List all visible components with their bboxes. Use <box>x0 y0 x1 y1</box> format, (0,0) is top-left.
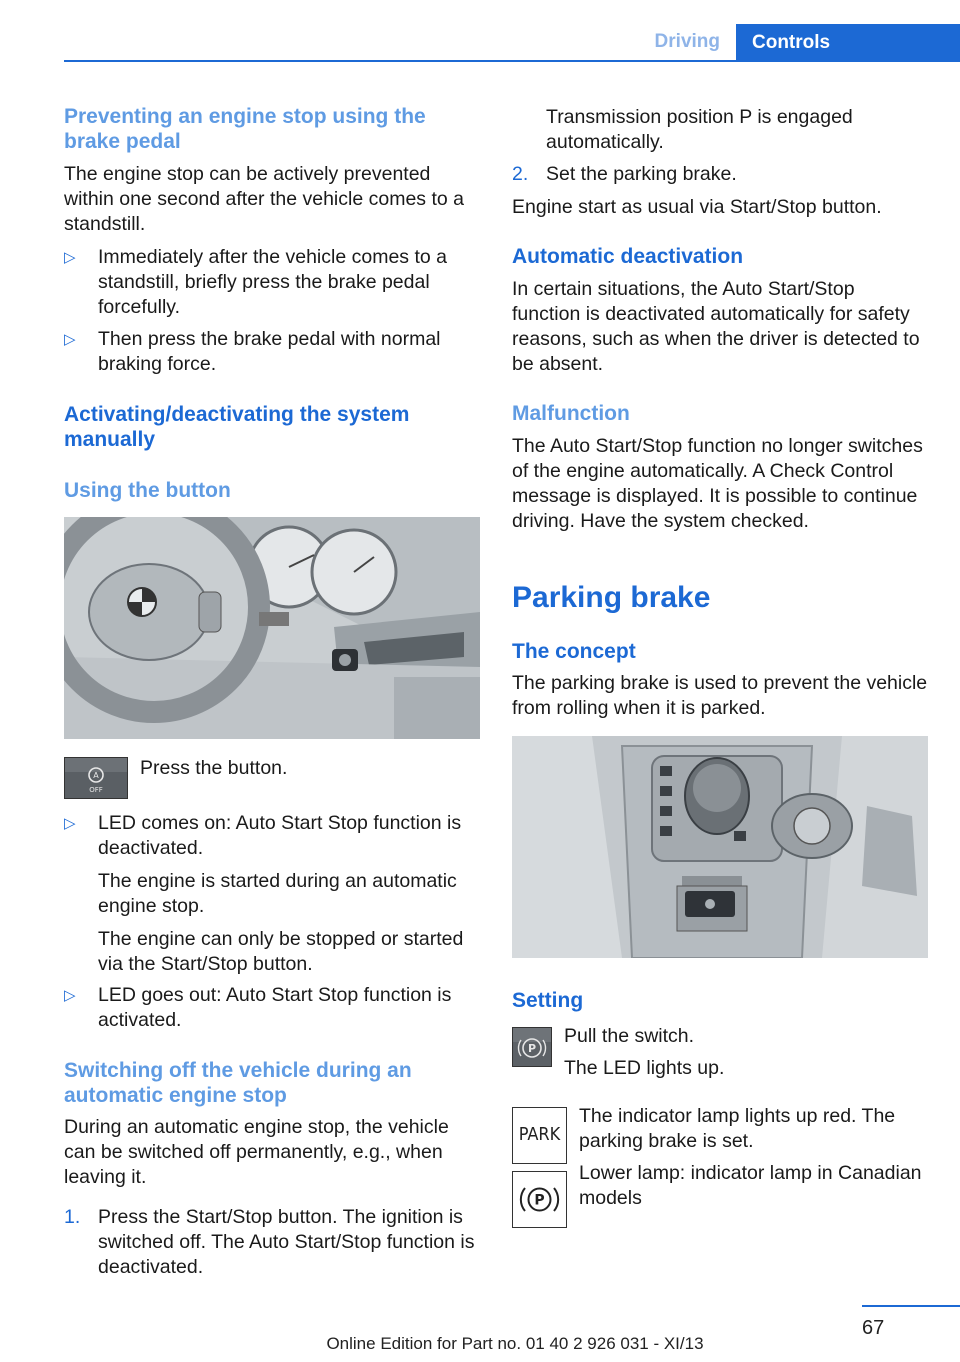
svg-text:A: A <box>93 771 99 780</box>
list-item <box>64 245 480 320</box>
heading-prevent-engine-stop: Preventing an engine stop using the brake pedal <box>64 105 426 153</box>
center-console-illustration <box>512 736 928 958</box>
console-drawing <box>512 736 928 958</box>
list-item-text: LED goes out: Auto Start Stop function is activated. <box>98 984 452 1031</box>
paragraph-concept: The parking brake is used to prevent the vehicle from rolling when it is parked. <box>512 672 928 719</box>
svg-text:P: P <box>534 1192 545 1209</box>
step-text: Press the Start/Stop button. The ignition is switched off. The Auto Start/Stop function is deactivated. <box>98 1206 475 1278</box>
list-item-text: LED comes on: Auto Start Stop function is deactivated. <box>98 812 462 859</box>
list-item-text: Then press the brake pedal with normal braking force. <box>98 328 441 375</box>
triangle-bullet-icon: ▷ <box>64 987 76 1004</box>
pull-switch-text: Pull the switch. <box>564 1025 695 1047</box>
footer-edition-note: Online Edition for Part no. 01 40 2 926 031 - XI/13 <box>326 1334 704 1353</box>
heading-setting: Setting <box>512 989 584 1012</box>
press-button-text: Press the button. <box>140 757 288 779</box>
list-item <box>64 327 480 377</box>
step-number: 2. <box>512 163 529 185</box>
step-text: Set the parking brake. <box>546 163 737 185</box>
parking-switch-symbol-icon <box>513 1028 551 1066</box>
paragraph-malfunction: The Auto Start/Stop function no longer switches of the engine automatically. A Check Control message is displayed. It is possible to continue driving. Have the system checked. <box>512 435 923 532</box>
page-number: 67 <box>862 1317 885 1339</box>
triangle-bullet-icon: ▷ <box>64 331 76 348</box>
svg-text:OFF: OFF <box>89 786 103 794</box>
park-indicator-label: PARK <box>518 1124 561 1145</box>
dashboard-illustration <box>64 517 480 739</box>
engine-start-text: Engine start as usual via Start/Stop button. <box>512 196 882 218</box>
step-number: 1. <box>64 1206 81 1228</box>
indicator-red-text: The indicator lamp lights up red. The parking brake is set. <box>579 1105 896 1152</box>
header-rule <box>64 60 960 62</box>
list-item-text: Immediately after the vehicle comes to a standstill, briefly press the brake pedal forcefully. <box>98 246 447 318</box>
paragraph-automatic-deactivation: In certain situations, the Auto Start/Stop function is deactivated automatically for safety reasons, such as when the driver is detected to be absent. <box>512 278 920 375</box>
led-lights-up-text: The LED lights up. <box>564 1057 725 1079</box>
heading-the-concept: The concept <box>512 640 636 663</box>
list-item <box>64 983 480 1033</box>
list-item-subtext: The engine is started during an automatic engine stop. <box>98 870 457 917</box>
auto-off-symbol-icon <box>65 758 127 798</box>
heading-malfunction: Malfunction <box>512 402 630 425</box>
dashboard-drawing <box>64 517 480 739</box>
header-section-tab: Driving <box>654 31 720 52</box>
heading-switching-off: Switching off the vehicle during an automatic engine stop <box>64 1059 412 1107</box>
paragraph-switching-off: During an automatic engine stop, the vehicle can be switched off permanently, e.g., when leaving it. <box>64 1116 449 1188</box>
lower-lamp-text: Lower lamp: indicator lamp in Canadian models <box>579 1162 922 1209</box>
heading-automatic-deactivation: Automatic deactivation <box>512 245 744 268</box>
list-item <box>64 811 480 977</box>
paragraph-prevent: The engine stop can be actively prevented within one second after the vehicle comes to a standstill. <box>64 163 464 235</box>
park-indicator-lamp-icon <box>512 1107 567 1164</box>
svg-text:P: P <box>527 1042 537 1055</box>
footer-rule <box>862 1305 960 1307</box>
heading-using-button: Using the button <box>64 479 231 502</box>
triangle-bullet-icon: ▷ <box>64 249 76 266</box>
triangle-bullet-icon: ▷ <box>64 815 76 832</box>
step-continuation-text: Transmission position P is engaged automatically. <box>546 106 853 153</box>
numbered-list-item <box>512 162 928 187</box>
header-chapter-tab: Controls <box>736 24 960 62</box>
auto-start-stop-off-button-icon <box>64 757 128 799</box>
canadian-parking-indicator-icon <box>512 1171 567 1228</box>
parking-brake-switch-icon <box>512 1027 552 1067</box>
circled-p-symbol-icon <box>513 1172 566 1227</box>
numbered-list-item <box>64 1205 480 1280</box>
heading-activating-manually: Activating/deactivating the system manually <box>64 403 410 451</box>
heading-parking-brake: Parking brake <box>512 581 711 614</box>
list-item-subtext: The engine can only be stopped or started via the Start/Stop button. <box>98 928 464 975</box>
